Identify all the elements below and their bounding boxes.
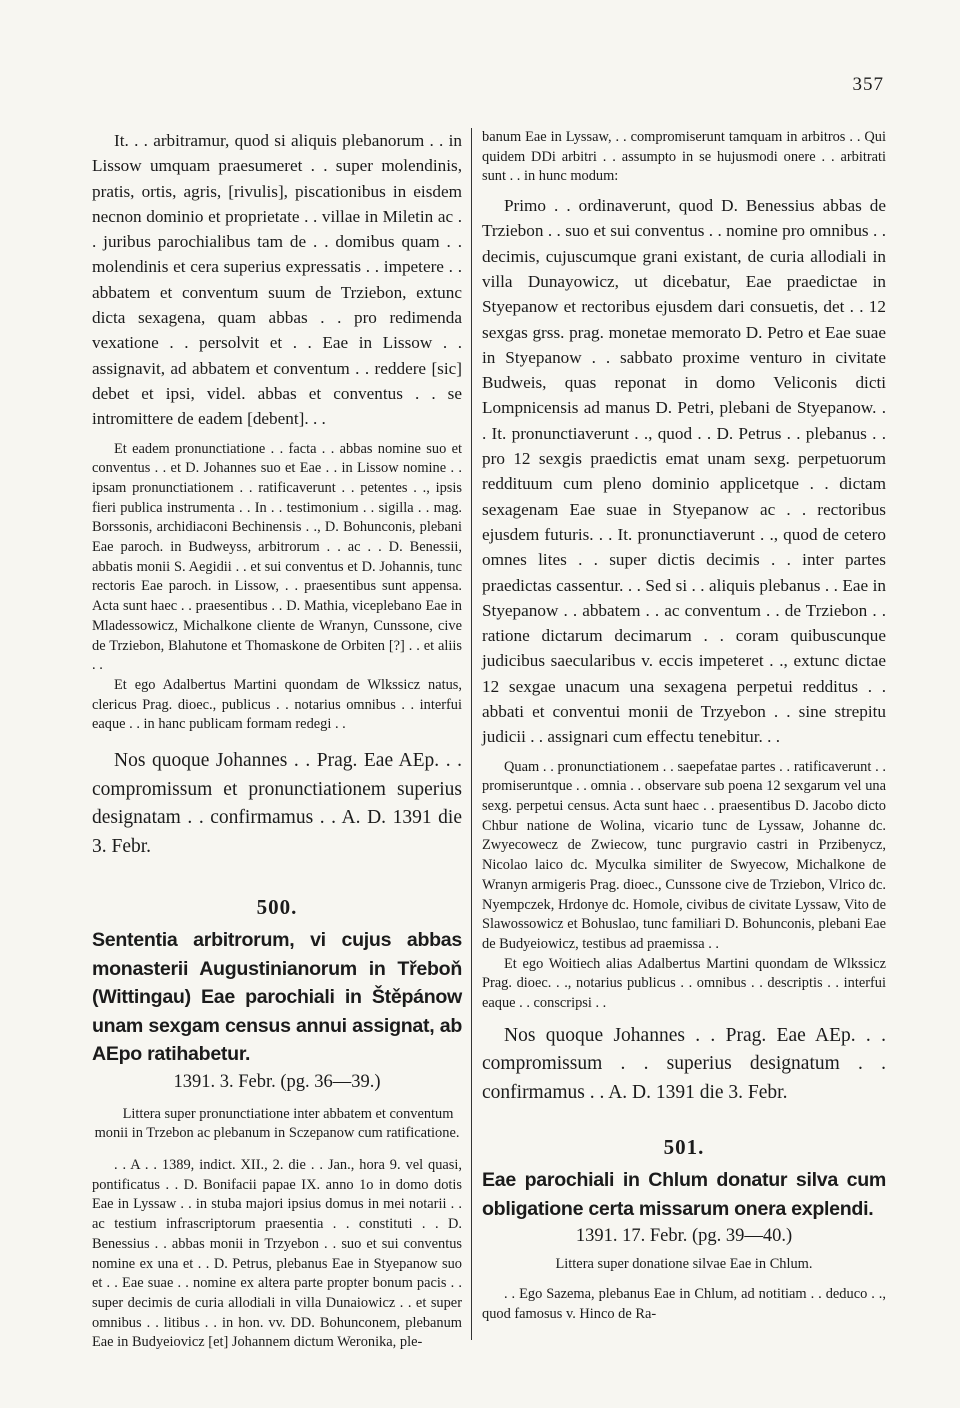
right-paragraph-4: Et ego Woitiech alias Adalbertus Martini quondam de Wlkssicz Prag. dioec. . ., notarius publicus . . omnibus . . descriptis . . interfui eaque . . conscripsi . . [482,955,886,1012]
left-paragraph-1: It. . . arbitramur, quod si aliquis plebanorum . . in Lissow umquam praesumeret . . super molendinis, pratis, ortis, agris, [rivulis], piscationibus in eisdem necnon dominio et proprietate . . villae in Miletin ac . . juribus parochialibus tam de . . domibus quam . . molendinis et cera superius expressatis . . impetere . . abbatem et conventum suum de Trziebon, extunc dicta sexagena, quam abbas . . pro redimenda vexatione . . persolvit et . . Eae in Lissow . . assignavit, ad abbatem et conventum . . reddere [sic] debet et ipsi, videl. abbas et conventus . . se intromittere de eadem [debent]. . . [92,131,462,429]
doc-501-text: . . Ego Sazema, plebanus Eae in Chlum, ad notitiam . . deduco . ., quod famosus v. Hinco de Ra- [482,1285,886,1322]
right-column [482,128,886,1324]
doc-501-heading: Eae parochiali in Chlum donatur silva cum obligatione certa missarum onera explendi. [482,1169,886,1220]
right-paragraph-2: Primo . . ordinaverunt, quod D. Benessius abbas de Trziebon . . suo et sui conventus . . nomine pro omnibus . . decimis, cujuscumque grani existant, de curia allodiali in villa Dunayowicz, ut dicebatur, Eae praedictae in Styepanow et rectoribus ejusdem dari consuetis, det . . 12 sexgas grss. prag. monetae memorato D. Petro et Eae suae in Styepanow . . sabbato proxime venturo in civitate Budweis, quas reponat in domo Veliconis dicti Lompnicensis ad manus D. Petri, plebani de Styepanow. . . It. pronunctiaverunt . ., quod . . D. Petrus . . plebanus . . pro 12 sexgis praedictis emat unam sexg. perpetuorum reddituum cum pleno dominio applicetque . . dictam sexagenam Eae suae in Styepanow ac . . rectoribus ejusdem futuris. . . It. pronunctiaverunt . ., quod de cetero omnes lites . . super dictis decimis . . inter partes praedictas cassentur. . . Sed si . . aliquis plebanus . . Eae in Styepanow . . abbatem . . ac conventum . . de Trziebon . . ratione dictarum decimarum . . coram quibuscunque judicibus saecularibus v. eccis impeteret . ., extunc dictae 12 sexgae unacum una sexagena perpetui redditus . . abbati et conventui monii de Trzyebon . . sine strepitu judicii . . assignari cum effectu tenebitur. . . [482,196,886,747]
left-paragraph-2: Et eadem pronunctiatione . . facta . . abbas nomine suo et conventus . . et D. Johannes suo et Eae . . in Lissow nomine . . ipsam pronunctiationem . . ratificaverunt . . petentes . ., ipsis fieri publica instrumenta . . In . . testimonium . . sigilla . . mag. Borssonis, archidiaconi Bechinensis . ., D. Bohunconis, plebani Eae paroch. in Budweyss, arbitrorum . . ac . . D. Benessii, abbatis monii S. Aegidii . . et sui conventus et D. Johannis, tunc rectoris Eae paroch. in Lissow, . . praesentibus sunt appensa. Acta sunt haec . . praesentibus . . D. Mathia, viceplebano Eae in Mladessowicz, Michalkone cliente de Wranyn, Cunssone, cive de Trziebon, Blahutone et Thomaskone de Orbiten [?] . . et aliis . . [92,440,462,674]
column-divider [471,128,472,1340]
doc-500-date: 1391. 3. Febr. (pg. 36—39.) [173,1071,381,1092]
right-paragraph-3: Quam . . pronunctiationem . . saepefatae partes . . ratificaverunt . . promiseruntque . . omnia . . observare sub poena 12 sexgarum vel una sexg. perpetui census. Acta sunt haec . . praesentibus D. Jacobo dicto Chbur natione de Wolina, vicario tunc de Lyssaw, Johanne dc. Zwyecowecz de Zwiecow, tunc purgravio castri in Przibenycz, Nicolao laico dc. Myculka similiter de Swyecow, Michalkone de Wranyn armigeris Prag. dioec., Cunssone cive de Trziebon, Vlrico dc. Nyempczek, Hrdonye dc. Homole, civibus de civitate Lyssaw, Vito de Slawossowicz et Bohuslao, tunc familiari D. Bohunconis, plebani Eae de Budyeiowicz, testibus ad praemissa . . [482,758,886,952]
doc-500-text: . . A . . 1389, indict. XII., 2. die . . Jan., hora 9. vel quasi, pontificatus . . D. Bonifacii papae IX. anno 1o in domo dotis Eae in Lyssaw . . in stuba majori ipsius domus in mei notarii . . ac testium infrascriptorum praesentia . . constituti . . D. Benessius . . abbas monii in Trzyebon . . suo et sui conventus nomine ex una et . . D. Petrus, plebanus Eae in Styepanow suo et . . Eae suae . . nomine ex altera parte propter bonum pacis . . super decimis de curia allodiali in villa Dunaiowicz . . et super omnibus . . litibus . . in hon. vv. DD. Bohunconem, plebanum Eae in Budyeiovicz [et] Johannem dictum Weronika, ple- [92,1157,462,1351]
page-number: 357 [852,74,884,95]
left-column [92,128,462,1353]
doc-500-summary: Littera super pronunctiatione inter abbatem et conventum monii in Trzebon ac plebanum in Sczepanow cum ratificatione. [94,1105,460,1142]
doc-501-summary: Littera super donatione silvae Eae in Chlum. [555,1256,813,1273]
doc-501-number: 501. [663,1135,705,1160]
right-paragraph-1: banum Eae in Lyssaw, . . compromiserunt tamquam in arbitros . . Qui quidem DDi arbitri . . assumpto in se hujusmodi onere . . arbitrati sunt . . in hunc modum: [482,129,886,185]
doc-500-heading: Sententia arbitrorum, vi cujus abbas monasterii Augustinianorum in Třeboň (Wittingau) Eae parochiali in Štěpánow unam sexgam census annui assignat, ab AEpo ratihabetur. [92,929,462,1066]
confirmation-500: Nos quoque Johannes . . Prag. Eae AEp. . . compromissum . . superius designatum . . confirmamus . . A. D. 1391 die 3. Febr. [482,1024,886,1103]
doc-501-date: 1391. 17. Febr. (pg. 39—40.) [575,1226,793,1247]
doc-500-number: 500. [256,895,298,920]
notary-statement [92,676,462,735]
notary-text: Et ego Adalbertus Martini quondam de Wlkssicz natus, clericus Prag. dioec., publicus . . notarius omnibus . . interfui eaque . . in hanc publicam formam redegi . . [92,677,462,733]
confirmation-499: Nos quoque Johannes . . Prag. Eae AEp. . . compromissum et pronunctiationem superius designatam . . confirmamus . . A. D. 1391 die 3. Febr. [92,750,462,857]
